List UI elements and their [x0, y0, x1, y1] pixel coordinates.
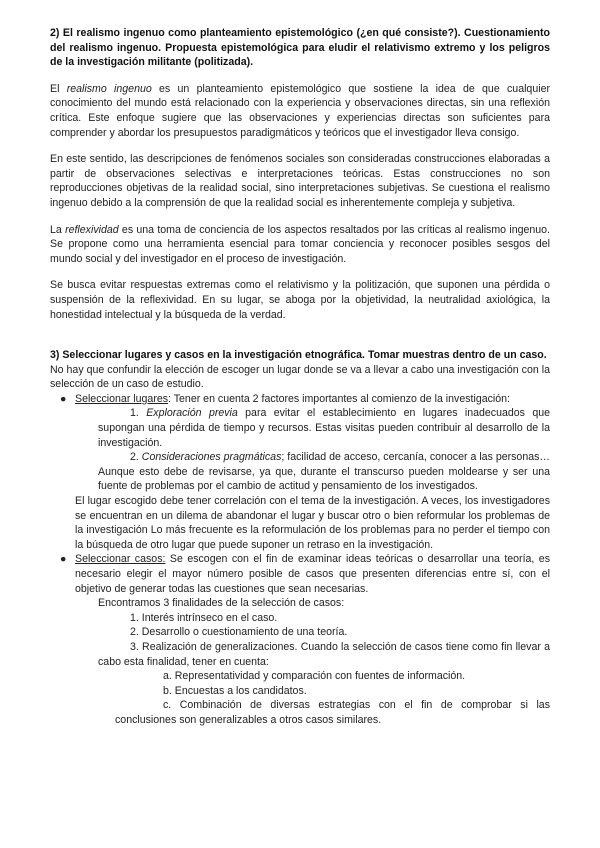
text-run: para evitar el establecimiento en lugares inadecuados que supongan una pérdida de tiempo y recursos. Estas visitas pueden contribuir al desarrollo de la investigación. — [98, 407, 551, 449]
bullet-dot: ● — [60, 553, 67, 566]
text-run: es un planteamiento epistemológico que sostiene la idea de que cualquier conocimiento del mundo está relacionado con la experiencia y observaciones directas, sin una reflexión crítica. Este enfoque sugiere que las observaciones y experiencias directas son suficientes para comprender y abordar los presupuestos paradigmáticos y teóricos que el investigador lleva consigo. — [50, 82, 550, 139]
italic-term: Exploración previa — [146, 407, 238, 420]
italic-term: reflexividad — [65, 223, 119, 236]
casos-text: Se escogen con el fin de examinar ideas teóricas o desarrollar una teoría, es necesario elegir el mayor número posible de casos que presenten diferencias entre sí, con el objetivo de generar todas las cuestiones que sean necesarias. — [75, 553, 550, 595]
lugar-paragraph: El lugar escogido debe tener correlación con el tema de la investigación. A veces, los investigadores se encuentran en un dilema de abandonar el lugar y buscar otro o bien reformular los problemas de la investigación Lo más frecuente es la reformulación de los problemas para no perder el tiempo con la búsqueda de otro lugar que puede suponer un retraso en la investigación. — [75, 495, 550, 551]
section-2-paragraph-1 — [50, 82, 550, 140]
finalidad-2: 2. Desarrollo o cuestionamiento de una teoría. — [130, 626, 348, 639]
text-run: El — [50, 82, 67, 95]
italic-term: realismo ingenuo — [66, 82, 152, 95]
lugares-label: Seleccionar lugares — [75, 392, 169, 405]
section-3-intro: No hay que confundir la elección de escoger un lugar donde se va a llevar a cabo una investigación con la selección de un caso de estudio. — [50, 363, 550, 391]
italic-term: Consideraciones pragmáticas — [141, 451, 282, 464]
casos-label: Seleccionar casos: — [75, 553, 166, 566]
section-2-paragraph-4: Se busca evitar respuestas extremas como el relativismo y la politización, que suponen una pérdida o suspensión de la reflexividad. En su lugar, se aboga por la objetividad, la neutralidad axiológica, la honestidad intelectual y la búsqueda de la verdad. — [50, 279, 550, 321]
factor-2 — [50, 450, 550, 494]
section-3-heading: 3) Seleccionar lugares y casos en la investigación etnográfica. Tomar muestras dentro de un caso. — [50, 349, 547, 362]
lugares-text: : Tener en cuenta 2 factores importantes al comienzo de la investigación: — [168, 392, 510, 405]
bullet-dot: ● — [60, 392, 67, 405]
text-run: es una toma de conciencia de los aspectos resaltados por las críticas al realismo ingenuo. Se propone como una herramienta esencial para tomar conciencia y reconocer posibles sesgos del mundo social y del investigador en el proceso de investigación. — [50, 223, 550, 265]
sub-item-c: c. Combinación de diversas estrategias con el fin de comprobar si las conclusiones son generalizables a otros casos similares. — [115, 699, 550, 726]
list-number: 2. — [130, 451, 142, 464]
text-run: ; facilidad de acceso, cercanía, conocer a las personas… Aunque esto debe de revisarse, ya que, durante el transcurso pueden moldearse y ser una fuente de problemas por el cambio de actitud y pensamiento de los investigados. — [98, 451, 550, 493]
finalidad-1: 1. Interés intrínseco en el caso. — [130, 611, 278, 624]
list-number: 1. — [130, 407, 147, 420]
section-2-paragraph-3 — [50, 223, 550, 267]
sub-item-b: b. Encuestas a los candidatos. — [163, 684, 307, 697]
text-run: La — [50, 223, 66, 236]
bullet-seleccionar-casos — [50, 552, 550, 596]
finalidades-intro: Encontramos 3 finalidades de la selección de casos: — [98, 597, 345, 610]
section-2-paragraph-2: En este sentido, las descripciones de fenómenos sociales son consideradas construcciones elaboradas a partir de observaciones selectivas e interpretaciones teóricas. Estas construcciones no son reproducciones objetivas de la realidad social, sino interpretaciones subjetivas. Se cuestiona el realismo ingenuo debido a la comprensión de que la realidad social es inherentemente compleja y subjetiva. — [50, 153, 550, 209]
factor-1 — [50, 406, 550, 450]
finalidad-3: 3. Realización de generalizaciones. Cuando la selección de casos tiene como fin llevar a cabo esta finalidad, tener en cuenta: — [98, 640, 550, 668]
sub-item-a: a. Representatividad y comparación con fuentes de información. — [163, 670, 466, 683]
section-2-heading: 2) El realismo ingenuo como planteamiento epistemológico (¿en qué consiste?). Cuestionamiento del realismo ingenuo. Propuesta epistemológica para eludir el relativismo extremo y los peligros de la investigación militante (politizada). — [50, 27, 550, 69]
bullet-seleccionar-lugares — [50, 392, 550, 407]
